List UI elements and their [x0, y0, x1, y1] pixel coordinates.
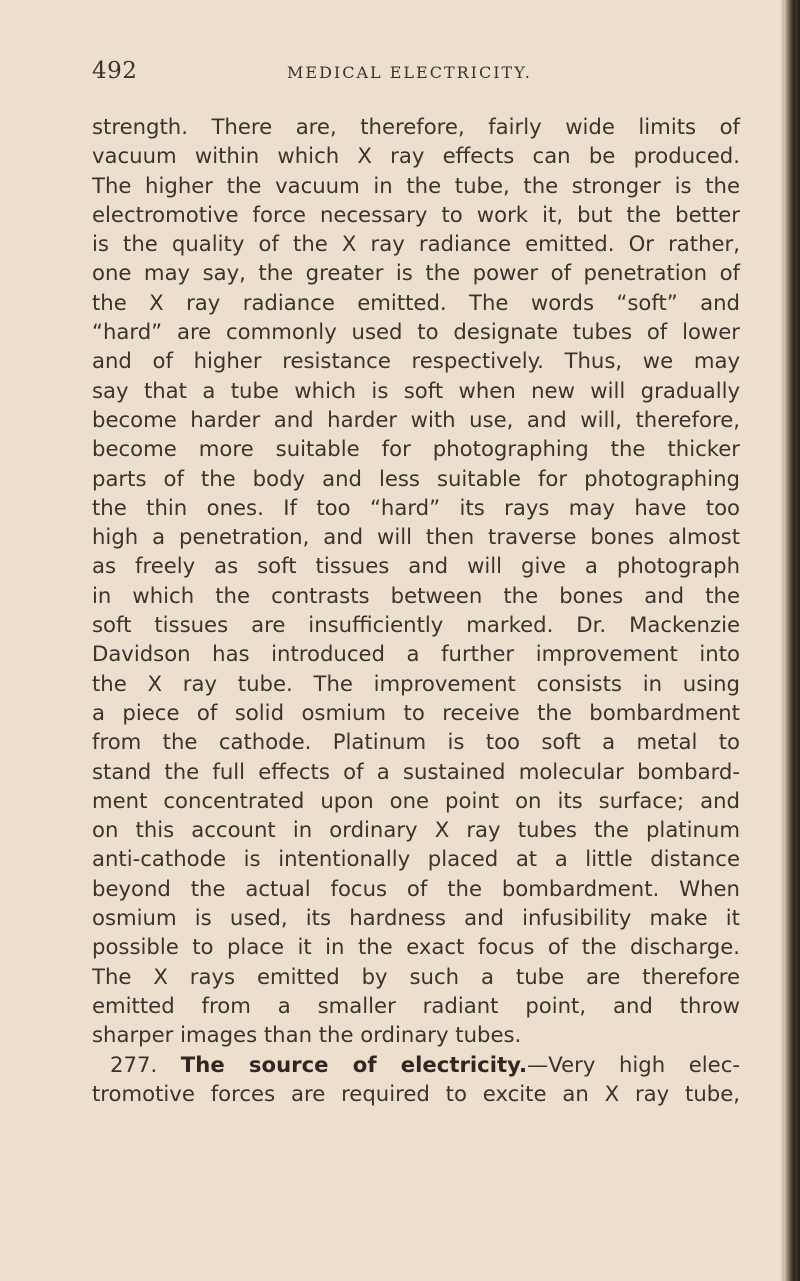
text-line: and of higher resistance respectively. Thus, we may	[92, 348, 740, 374]
running-head: MEDICAL ELECTRICITY.	[287, 63, 532, 82]
section-text: —Very high elec-	[527, 1051, 740, 1077]
section-heading-line	[92, 1050, 740, 1079]
text-line: one may say, the greater is the power of penetration of	[92, 260, 740, 286]
text-line: the X ray radiance emitted. The words “soft” and	[92, 289, 740, 315]
section-heading: The source of electricity.	[180, 1051, 528, 1077]
text-line: in which the contrasts between the bones and the	[92, 582, 740, 608]
body-text	[92, 112, 740, 1108]
book-spine	[784, 0, 800, 1281]
page-number: 492	[92, 58, 138, 84]
text-line: soft tissues are insufficiently marked. Dr. Mackenzie	[92, 612, 740, 638]
text-line: osmium is used, its hardness and infusibility make it	[92, 905, 740, 931]
section-number: 277.	[110, 1051, 158, 1077]
text-line: Davidson has introduced a further improvement into	[92, 641, 740, 667]
text-line: as freely as soft tissues and will give a photograph	[92, 553, 740, 579]
text-line: possible to place it in the exact focus of the discharge.	[92, 934, 740, 960]
text-line: tromotive forces are required to excite an X ray tube,	[92, 1080, 740, 1106]
text-line: say that a tube which is soft when new will gradually	[92, 377, 740, 403]
text-line: beyond the actual focus of the bombardment. When	[92, 875, 740, 901]
text-line: stand the full effects of a sustained molecular bombard-	[92, 758, 740, 784]
text-line: emitted from a smaller radiant point, and throw	[92, 992, 740, 1018]
text-line: the X ray tube. The improvement consists in using	[92, 670, 740, 696]
text-line: The higher the vacuum in the tube, the stronger is the	[92, 172, 740, 198]
text-line: “hard” are commonly used to designate tubes of lower	[92, 319, 740, 345]
text-line: ment concentrated upon one point on its surface; and	[92, 787, 740, 813]
text-line: high a penetration, and will then traverse bones almost	[92, 524, 740, 550]
text-line: the thin ones. If too “hard” its rays may have too	[92, 494, 740, 520]
text-line: become harder and harder with use, and will, therefore,	[92, 406, 740, 432]
text-line: The X rays emitted by such a tube are therefore	[92, 963, 740, 989]
text-line: parts of the body and less suitable for photographing	[92, 465, 740, 491]
text-line: on this account in ordinary X ray tubes the platinum	[92, 817, 740, 843]
text-line: vacuum within which X ray effects can be produced.	[92, 143, 740, 169]
text-line: become more suitable for photographing the thicker	[92, 436, 740, 462]
page-header	[92, 58, 742, 88]
text-line: electromotive force necessary to work it, but the better	[92, 201, 740, 227]
text-line: strength. There are, therefore, fairly wide limits of	[92, 114, 740, 139]
text-line: sharper images than the ordinary tubes.	[92, 1022, 522, 1048]
text-line: anti-cathode is intentionally placed at a little distance	[92, 846, 740, 872]
text-line: a piece of solid osmium to receive the bombardment	[92, 699, 740, 725]
text-line: from the cathode. Platinum is too soft a metal to	[92, 729, 740, 755]
text-line: is the quality of the X ray radiance emitted. Or rather,	[92, 231, 740, 257]
